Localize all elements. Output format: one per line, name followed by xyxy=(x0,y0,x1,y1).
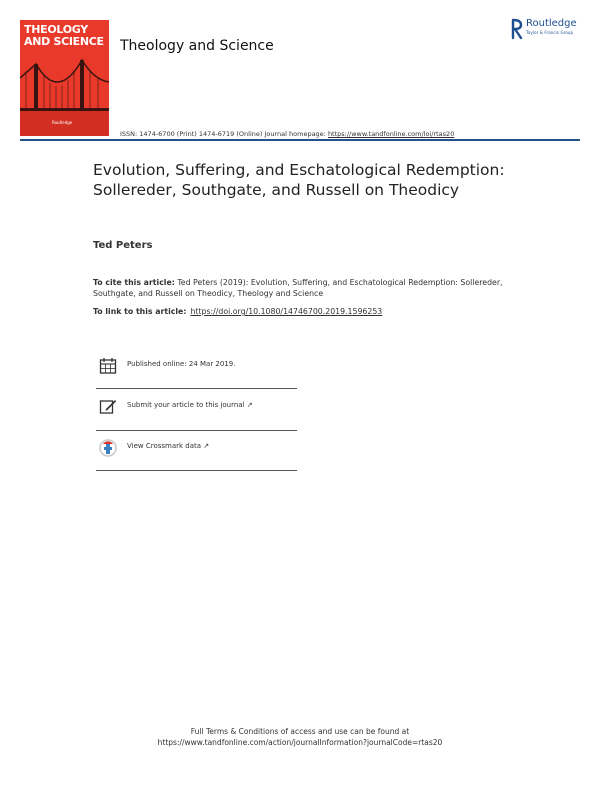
issn-text: ISSN: 1474-6700 (Print) 1474-6719 (Online) Journal homepage: xyxy=(120,130,328,138)
cover-title: THEOLOGY AND SCIENCE xyxy=(24,23,104,48)
external-link-icon: ↗ xyxy=(246,401,253,409)
issn-line xyxy=(120,130,454,138)
link-label: To link to this article: xyxy=(93,307,187,316)
footer-terms-link[interactable]: https://www.tandfonline.com/action/journalInformation?journalCode=rtas20 xyxy=(157,738,443,747)
published-date: Published online: 24 Mar 2019. xyxy=(127,360,236,368)
crossmark-icon xyxy=(99,439,117,457)
cite-label: To cite this article: xyxy=(93,278,175,287)
submit-article-link[interactable]: Submit your article to this journal ↗ xyxy=(127,401,253,409)
journal-name: Theology and Science xyxy=(120,38,274,54)
article-author: Ted Peters xyxy=(93,240,153,251)
header-rule xyxy=(20,139,580,141)
article-title: Evolution, Suffering, and Eschatological Redemption: Sollereder, Southgate, and Russell on Theodicy xyxy=(93,161,505,199)
citation xyxy=(93,277,513,299)
publisher-logo xyxy=(511,18,577,40)
edit-icon xyxy=(99,398,117,416)
external-link-icon: ↗ xyxy=(203,442,210,450)
footer xyxy=(0,726,600,748)
crossmark-link[interactable]: View Crossmark data ↗ xyxy=(127,442,210,450)
journal-cover xyxy=(20,20,109,136)
panel-divider xyxy=(96,430,297,431)
published-row xyxy=(96,357,296,387)
crossmark-row[interactable] xyxy=(96,439,296,469)
routledge-icon xyxy=(511,18,523,40)
footer-terms-text: Full Terms & Conditions of access and use can be found at xyxy=(190,727,410,736)
panel-divider xyxy=(96,470,297,471)
doi-link[interactable]: https://doi.org/10.1080/14746700.2019.1596253 xyxy=(190,307,383,316)
publisher-name: Routledge xyxy=(526,18,577,29)
cover-publisher-logo: Routledge xyxy=(52,120,73,125)
publisher-tagline: Taylor & Francis Group xyxy=(526,30,574,35)
calendar-icon xyxy=(99,357,117,375)
article-link-line xyxy=(93,307,382,316)
journal-homepage-link[interactable]: https://www.tandfonline.com/loi/rtas20 xyxy=(327,130,455,138)
panel-divider xyxy=(96,388,297,389)
cite-text: Ted Peters (2019): Evolution, Suffering, and Eschatological Redemption: Sollereder, Southgate, and Russell on Theodicy, Theology and Science xyxy=(93,278,503,298)
submit-article-row[interactable] xyxy=(96,398,296,428)
